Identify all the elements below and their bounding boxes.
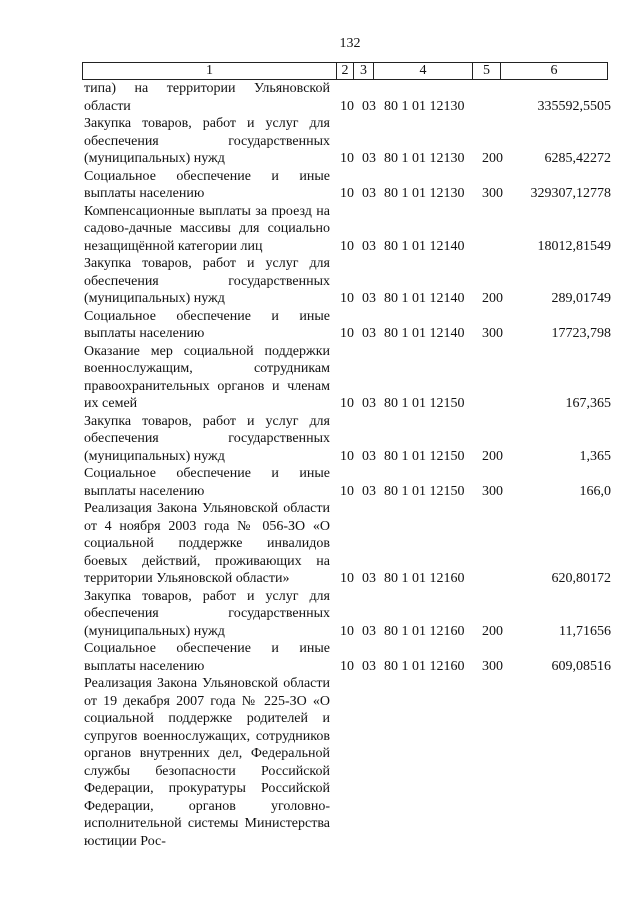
row-name: Социальное обеспечение и иные выплаты населению (84, 308, 330, 341)
row-name: Закупка товаров, работ и услуг для обеспечения государственных (муниципальных) нужд (84, 256, 330, 306)
row-section: 10 (340, 291, 354, 306)
row-name: Социальное обеспечение и иные выплаты населению (84, 466, 330, 499)
row-name: Оказание мер социальной поддержки военнослужащим, сотрудникам правоохранительных органов и членам их семей (84, 343, 330, 411)
row-section: 10 (340, 448, 354, 464)
row-amount: 6285,42272 (544, 151, 611, 166)
row-section: 10 (340, 483, 354, 499)
row-subsection: 03 (362, 483, 376, 499)
row-codes (340, 658, 512, 676)
row-amount: 620,80172 (551, 571, 611, 586)
row-target-article: 80 1 01 12140 (384, 291, 465, 306)
row-target-article: 80 1 01 12160 (384, 623, 465, 639)
row-section: 10 (340, 151, 354, 166)
row-section: 10 (340, 238, 354, 254)
row-amount: 166,0 (579, 483, 611, 499)
row-name: Компенсационные выплаты за проезд на садово-дачные массивы для социально незащищённой категории лиц (84, 203, 330, 254)
row-codes (340, 623, 512, 641)
row-target-article: 80 1 01 12130 (384, 98, 465, 114)
row-target-article: 80 1 01 12130 (384, 186, 465, 201)
row-name: Закупка товаров, работ и услуг для обеспечения государственных (муниципальных) нужд (84, 116, 330, 166)
row-subsection: 03 (362, 571, 376, 586)
header-col-1: 1 (83, 63, 337, 80)
row-name: Реализация Закона Ульяновской области от 19 декабря 2007 года № 225-ЗО «О социальной поддержке родителей и супругов военнослужащих, сотрудников органов внутренних дел, Федеральной службы безопасности Российской Федерации, прокуратуры Российской Федерации, органов уголовно-исполнительной системы Министерства юстиции Рос- (84, 676, 330, 849)
row-amount: 11,71656 (559, 623, 611, 639)
row-subsection: 03 (362, 98, 376, 114)
row-target-article: 80 1 01 12160 (384, 571, 465, 586)
row-amount: 289,01749 (551, 291, 611, 306)
row-subsection: 03 (362, 658, 376, 674)
row-codes (340, 98, 512, 116)
row-amount: 17723,798 (551, 326, 611, 341)
row-name: Закупка товаров, работ и услуг для обеспечения государственных (муниципальных) нужд (84, 413, 330, 464)
row-codes (340, 325, 512, 343)
table-row (0, 465, 640, 500)
row-subsection: 03 (362, 291, 376, 306)
row-amount: 1,365 (579, 448, 611, 464)
budget-table-body (0, 80, 640, 850)
row-target-article: 80 1 01 12150 (384, 483, 465, 499)
row-subsection: 03 (362, 448, 376, 464)
row-name: Закупка товаров, работ и услуг для обеспечения государственных (муниципальных) нужд (84, 588, 330, 639)
row-target-article: 80 1 01 12140 (384, 326, 465, 341)
table-row (0, 413, 640, 466)
row-name: типа) на территории Ульяновской области (84, 81, 330, 114)
row-target-article: 80 1 01 12130 (384, 151, 465, 166)
row-codes (340, 150, 512, 168)
row-subsection: 03 (362, 623, 376, 639)
table-row (0, 500, 640, 588)
table-header (82, 62, 608, 80)
row-expense-type: 300 (482, 658, 503, 674)
row-amount: 335592,5505 (537, 98, 611, 114)
header-col-5: 5 (473, 63, 501, 80)
row-codes (340, 290, 512, 308)
row-target-article: 80 1 01 12160 (384, 658, 465, 674)
table-row (0, 308, 640, 343)
row-section: 10 (340, 326, 354, 341)
row-target-article: 80 1 01 12150 (384, 396, 465, 411)
header-col-2: 2 (337, 63, 354, 80)
page-number: 132 (339, 36, 361, 51)
row-codes (340, 448, 512, 466)
row-name: Социальное обеспечение и иные выплаты населению (84, 641, 330, 674)
header-col-3: 3 (354, 63, 374, 80)
row-section: 10 (340, 98, 354, 114)
row-expense-type: 200 (482, 151, 503, 166)
table-row (0, 80, 640, 115)
row-subsection: 03 (362, 238, 376, 254)
table-row (0, 343, 640, 413)
row-amount: 609,08516 (551, 658, 611, 674)
row-section: 10 (340, 396, 354, 411)
header-col-4: 4 (374, 63, 473, 80)
row-name: Социальное обеспечение и иные выплаты населению (84, 168, 330, 201)
row-codes (340, 570, 512, 588)
row-expense-type: 300 (482, 483, 503, 499)
row-subsection: 03 (362, 186, 376, 201)
row-subsection: 03 (362, 151, 376, 166)
row-amount: 18012,81549 (537, 238, 611, 254)
row-section: 10 (340, 186, 354, 201)
row-codes (340, 238, 512, 256)
row-subsection: 03 (362, 326, 376, 341)
row-codes (340, 483, 512, 501)
row-expense-type: 200 (482, 623, 503, 639)
table-row (0, 588, 640, 641)
row-target-article: 80 1 01 12140 (384, 238, 465, 254)
table-row (0, 640, 640, 675)
row-codes (340, 833, 512, 851)
row-name: Реализация Закона Ульяновской области от 4 ноября 2003 года № 056-ЗО «О социальной поддержке инвалидов боевых действий, проживающих на территории Ульяновской области» (84, 501, 330, 586)
row-codes (340, 395, 512, 413)
header-col-6: 6 (501, 63, 608, 80)
row-section: 10 (340, 623, 354, 639)
table-row (0, 675, 640, 850)
row-amount: 329307,12778 (530, 186, 611, 201)
row-expense-type: 200 (482, 291, 503, 306)
row-section: 10 (340, 658, 354, 674)
row-subsection: 03 (362, 396, 376, 411)
row-amount: 167,365 (565, 396, 611, 411)
row-expense-type: 300 (482, 326, 503, 341)
table-row (0, 115, 640, 168)
table-row (0, 168, 640, 203)
table-row (0, 203, 640, 256)
row-section: 10 (340, 571, 354, 586)
table-row (0, 255, 640, 308)
row-expense-type: 200 (482, 448, 503, 464)
row-codes (340, 185, 512, 203)
row-target-article: 80 1 01 12150 (384, 448, 465, 464)
row-expense-type: 300 (482, 186, 503, 201)
